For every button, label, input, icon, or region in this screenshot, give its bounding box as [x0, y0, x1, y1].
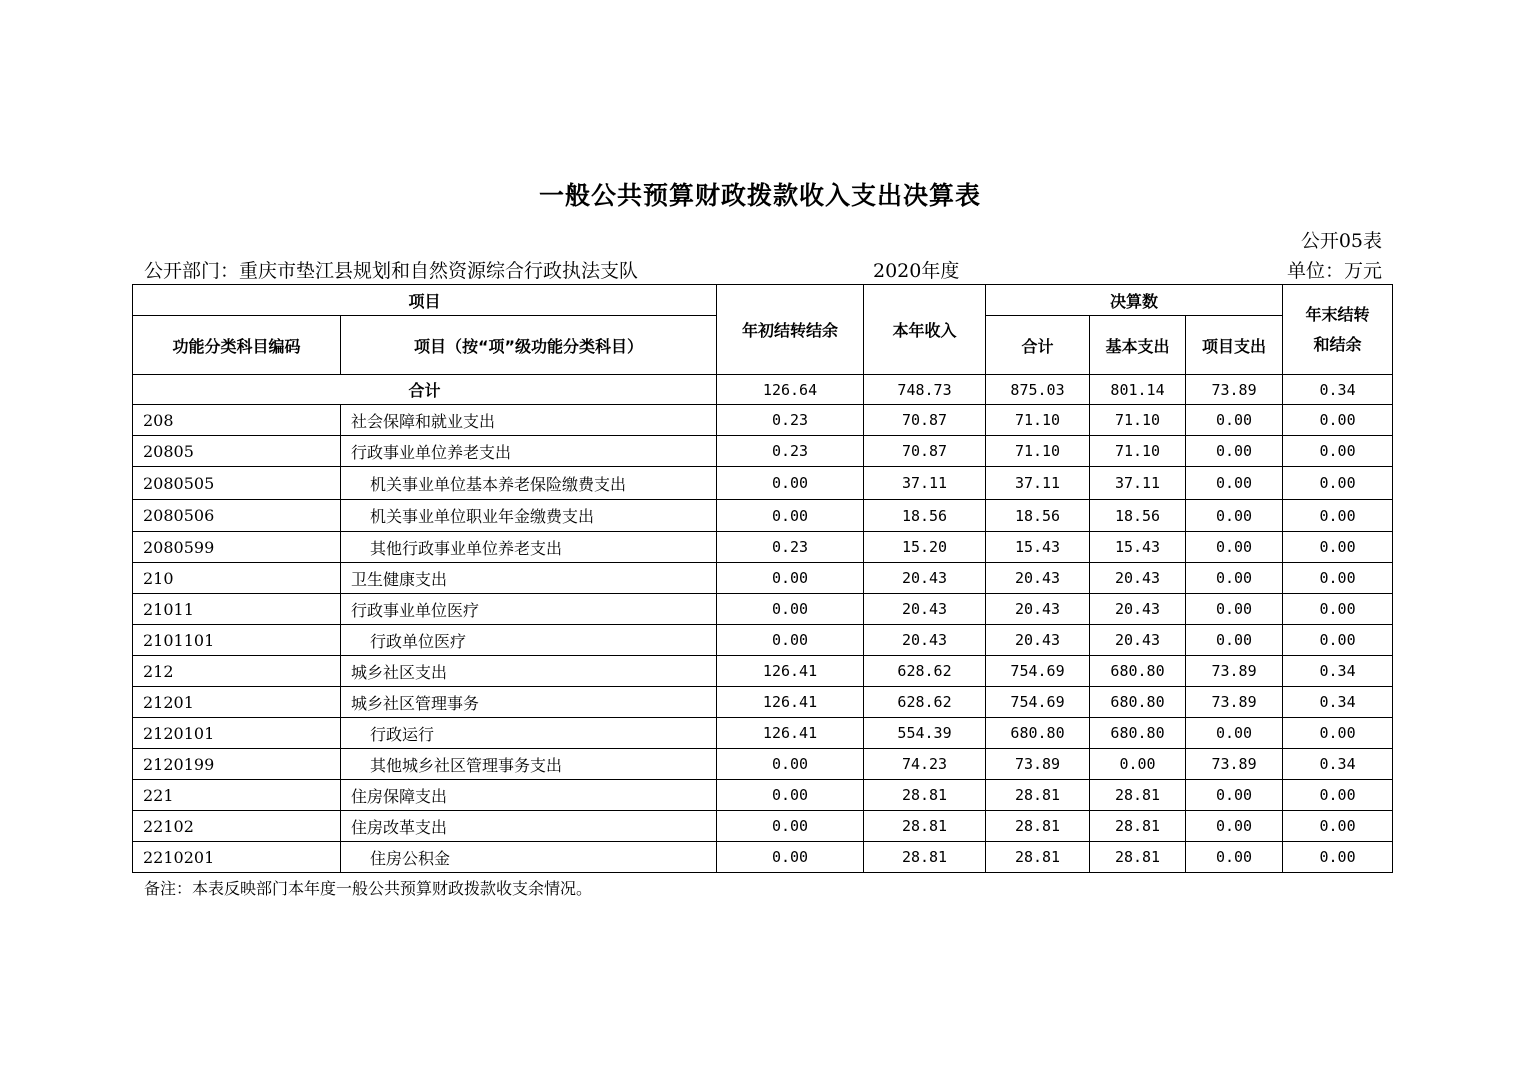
- row-begin: 126.41: [717, 687, 864, 718]
- row-total: 20.43: [986, 625, 1090, 656]
- row-income: 554.39: [864, 718, 986, 749]
- row-code: 21011: [133, 594, 341, 625]
- row-total: 71.10: [986, 405, 1090, 436]
- row-end: 0.00: [1283, 842, 1393, 873]
- row-total: 28.81: [986, 842, 1090, 873]
- row-basic: 71.10: [1090, 436, 1186, 467]
- row-end: 0.00: [1283, 625, 1393, 656]
- row-code: 20805: [133, 436, 341, 467]
- row-basic: 37.11: [1090, 467, 1186, 500]
- row-code: 2080506: [133, 500, 341, 532]
- row-basic: 20.43: [1090, 625, 1186, 656]
- table-row: [133, 500, 1393, 532]
- row-total: 28.81: [986, 780, 1090, 811]
- total-basic: 801.14: [1090, 375, 1186, 405]
- row-basic: 20.43: [1090, 594, 1186, 625]
- row-basic: 680.80: [1090, 656, 1186, 687]
- row-name: 卫生健康支出: [341, 563, 717, 594]
- row-project: 0.00: [1186, 625, 1283, 656]
- header-name: 项目（按“项”级功能分类科目）: [341, 316, 717, 375]
- total-end: 0.34: [1283, 375, 1393, 405]
- row-end: 0.00: [1283, 532, 1393, 563]
- table-number: 公开05表: [1300, 230, 1382, 252]
- row-name: 住房改革支出: [341, 811, 717, 842]
- row-code: 212: [133, 656, 341, 687]
- row-income: 20.43: [864, 594, 986, 625]
- row-total: 20.43: [986, 594, 1090, 625]
- row-name: 社会保障和就业支出: [341, 405, 717, 436]
- row-name: 其他城乡社区管理事务支出: [341, 749, 717, 780]
- row-project: 0.00: [1186, 811, 1283, 842]
- row-end: 0.00: [1283, 780, 1393, 811]
- row-code: 208: [133, 405, 341, 436]
- row-project: 0.00: [1186, 405, 1283, 436]
- row-begin: 0.00: [717, 842, 864, 873]
- row-total: 18.56: [986, 500, 1090, 532]
- row-code: 2120101: [133, 718, 341, 749]
- header-total: 合计: [986, 316, 1090, 375]
- row-name: 住房保障支出: [341, 780, 717, 811]
- row-project: 0.00: [1186, 436, 1283, 467]
- unit-label: 单位：万元: [1286, 260, 1382, 282]
- meta-row: [144, 256, 1382, 282]
- table-row: [133, 749, 1393, 780]
- header-begin-balance: 年初结转结余: [717, 285, 864, 375]
- total-income: 748.73: [864, 375, 986, 405]
- total-total: 875.03: [986, 375, 1090, 405]
- row-name: 行政事业单位养老支出: [341, 436, 717, 467]
- table-row: [133, 436, 1393, 467]
- row-total: 20.43: [986, 563, 1090, 594]
- row-begin: 0.00: [717, 625, 864, 656]
- row-project: 0.00: [1186, 532, 1283, 563]
- table-row: [133, 718, 1393, 749]
- page-title: 一般公共预算财政拨款收入支出决算表: [538, 181, 981, 210]
- row-begin: 0.00: [717, 780, 864, 811]
- row-end: 0.00: [1283, 405, 1393, 436]
- row-project: 73.89: [1186, 749, 1283, 780]
- row-income: 28.81: [864, 811, 986, 842]
- header-code: 功能分类科目编码: [133, 316, 341, 375]
- row-basic: 71.10: [1090, 405, 1186, 436]
- row-begin: 0.00: [717, 594, 864, 625]
- row-total: 37.11: [986, 467, 1090, 500]
- row-name: 城乡社区管理事务: [341, 687, 717, 718]
- row-income: 74.23: [864, 749, 986, 780]
- row-income: 20.43: [864, 625, 986, 656]
- header-basic: 基本支出: [1090, 316, 1186, 375]
- row-total: 680.80: [986, 718, 1090, 749]
- row-income: 20.43: [864, 563, 986, 594]
- row-income: 37.11: [864, 467, 986, 500]
- table-row: [133, 625, 1393, 656]
- row-income: 18.56: [864, 500, 986, 532]
- header-income: 本年收入: [864, 285, 986, 375]
- row-project: 0.00: [1186, 500, 1283, 532]
- row-income: 28.81: [864, 842, 986, 873]
- row-end: 0.00: [1283, 467, 1393, 500]
- row-begin: 0.00: [717, 749, 864, 780]
- row-end: 0.34: [1283, 749, 1393, 780]
- row-code: 2080599: [133, 532, 341, 563]
- total-begin: 126.64: [717, 375, 864, 405]
- row-code: 2101101: [133, 625, 341, 656]
- row-total: 754.69: [986, 687, 1090, 718]
- row-begin: 0.00: [717, 467, 864, 500]
- row-name: 机关事业单位基本养老保险缴费支出: [341, 467, 717, 500]
- total-label: 合计: [133, 375, 717, 405]
- row-begin: 0.00: [717, 500, 864, 532]
- row-end: 0.00: [1283, 500, 1393, 532]
- header-end-balance-line1: 年末结转: [1305, 304, 1370, 324]
- header-project-expense: 项目支出: [1186, 316, 1283, 375]
- row-income: 15.20: [864, 532, 986, 563]
- header-project: 项目: [133, 285, 717, 316]
- row-basic: 15.43: [1090, 532, 1186, 563]
- row-project: 73.89: [1186, 656, 1283, 687]
- row-total: 15.43: [986, 532, 1090, 563]
- row-project: 0.00: [1186, 842, 1283, 873]
- table-row: [133, 594, 1393, 625]
- row-end: 0.00: [1283, 563, 1393, 594]
- table-row: [133, 405, 1393, 436]
- row-project: 0.00: [1186, 594, 1283, 625]
- row-basic: 28.81: [1090, 780, 1186, 811]
- row-begin: 0.23: [717, 436, 864, 467]
- table-row: [133, 780, 1393, 811]
- row-project: 0.00: [1186, 563, 1283, 594]
- table-row: [133, 467, 1393, 500]
- table-row: [133, 811, 1393, 842]
- row-begin: 0.23: [717, 532, 864, 563]
- footnote: 备注：本表反映部门本年度一般公共预算财政拨款收支余情况。: [144, 879, 593, 898]
- table-row: [133, 532, 1393, 563]
- header-end-balance-line2: 和结余: [1313, 334, 1362, 354]
- row-code: 22102: [133, 811, 341, 842]
- table-row: [133, 687, 1393, 718]
- row-begin: 126.41: [717, 656, 864, 687]
- row-basic: 28.81: [1090, 811, 1186, 842]
- row-name: 其他行政事业单位养老支出: [341, 532, 717, 563]
- row-name: 住房公积金: [341, 842, 717, 873]
- table-row: [133, 656, 1393, 687]
- table-row: [133, 563, 1393, 594]
- row-code: 2120199: [133, 749, 341, 780]
- row-income: 628.62: [864, 687, 986, 718]
- row-code: 2210201: [133, 842, 341, 873]
- row-project: 0.00: [1186, 718, 1283, 749]
- total-row: [133, 375, 1393, 405]
- row-name: 城乡社区支出: [341, 656, 717, 687]
- department-label: 公开部门：重庆市垫江县规划和自然资源综合行政执法支队: [144, 260, 639, 282]
- header-settlement: 决算数: [986, 285, 1283, 316]
- row-income: 28.81: [864, 780, 986, 811]
- table-row: [133, 842, 1393, 873]
- row-code: 221: [133, 780, 341, 811]
- row-income: 70.87: [864, 405, 986, 436]
- row-code: 210: [133, 563, 341, 594]
- row-name: 行政运行: [341, 718, 717, 749]
- budget-table: [132, 284, 1393, 873]
- row-basic: 28.81: [1090, 842, 1186, 873]
- row-begin: 0.00: [717, 811, 864, 842]
- row-basic: 18.56: [1090, 500, 1186, 532]
- row-project: 0.00: [1186, 780, 1283, 811]
- row-income: 628.62: [864, 656, 986, 687]
- row-end: 0.00: [1283, 718, 1393, 749]
- row-project: 73.89: [1186, 687, 1283, 718]
- row-total: 71.10: [986, 436, 1090, 467]
- row-code: 2080505: [133, 467, 341, 500]
- row-income: 70.87: [864, 436, 986, 467]
- row-name: 机关事业单位职业年金缴费支出: [341, 500, 717, 532]
- fiscal-year: 2020年度: [873, 260, 960, 282]
- row-project: 0.00: [1186, 467, 1283, 500]
- row-code: 21201: [133, 687, 341, 718]
- row-basic: 680.80: [1090, 687, 1186, 718]
- row-end: 0.00: [1283, 811, 1393, 842]
- row-basic: 20.43: [1090, 563, 1186, 594]
- row-total: 28.81: [986, 811, 1090, 842]
- row-begin: 0.00: [717, 563, 864, 594]
- row-name: 行政单位医疗: [341, 625, 717, 656]
- row-begin: 126.41: [717, 718, 864, 749]
- row-end: 0.00: [1283, 436, 1393, 467]
- row-basic: 0.00: [1090, 749, 1186, 780]
- row-end: 0.34: [1283, 687, 1393, 718]
- header-end-balance: [1283, 285, 1393, 375]
- row-total: 73.89: [986, 749, 1090, 780]
- row-end: 0.00: [1283, 594, 1393, 625]
- row-end: 0.34: [1283, 656, 1393, 687]
- row-name: 行政事业单位医疗: [341, 594, 717, 625]
- row-total: 754.69: [986, 656, 1090, 687]
- row-basic: 680.80: [1090, 718, 1186, 749]
- row-begin: 0.23: [717, 405, 864, 436]
- total-project: 73.89: [1186, 375, 1283, 405]
